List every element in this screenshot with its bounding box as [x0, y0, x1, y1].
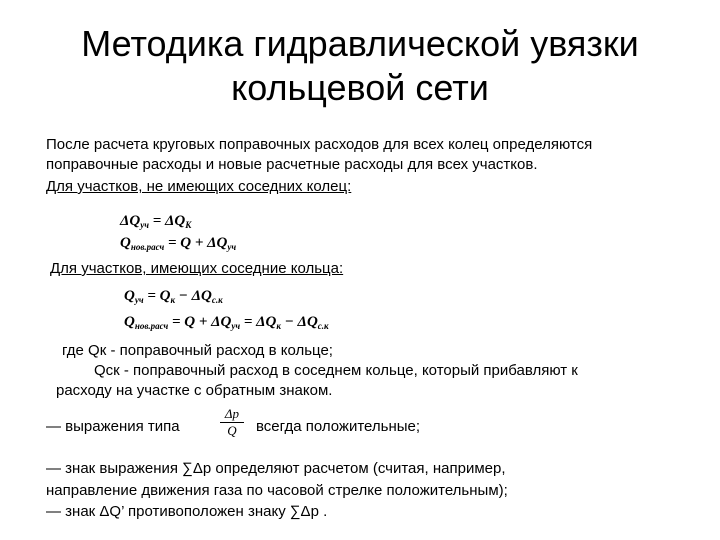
formula-term: = ΔQ — [240, 314, 277, 330]
sign-line-2: направление движения газа по часовой стрелке положительным); — [46, 482, 508, 499]
title-line-1: Методика гидравлической увязки — [81, 23, 639, 64]
qsk-line-2: расходу на участке с обратным знаком. — [56, 382, 333, 399]
formula-term: Q — [124, 288, 135, 304]
fraction-numerator: Δp — [224, 406, 240, 421]
formula-term: Q — [124, 314, 135, 330]
formula-term: = Q + ΔQ — [168, 314, 232, 330]
formula-q-new-neighbor — [124, 313, 329, 335]
delta-p-over-q-fraction — [218, 407, 246, 438]
formula-sub: к — [276, 321, 281, 331]
formula-sub: уч — [231, 321, 241, 331]
formula-term: Q — [120, 235, 131, 251]
no-neighbor-heading: Для участков, не имеющих соседних колец: — [46, 178, 352, 195]
formula-q-uch — [124, 287, 223, 309]
formula-term: = ΔQ — [148, 213, 186, 229]
intro-line-2: поправочные расходы и новые расчетные расходы для всех участков. — [46, 156, 538, 173]
sign-line-1: — знак выражения ∑Δp определяют расчетом (считая, например, — [46, 460, 506, 477]
formula-sub: уч — [134, 295, 144, 305]
formula-delta-q-uch — [120, 212, 191, 234]
page-title — [0, 22, 720, 110]
qsk-line: Qск - поправочный расход в соседнем кольце, который прибавляют к — [94, 362, 578, 379]
formula-sub: нов.расч — [130, 242, 165, 252]
formula-q-new — [120, 234, 236, 256]
expression-type-prefix: — выражения типа — [46, 418, 180, 435]
expression-type-suffix: всегда положительные; — [256, 418, 421, 435]
formula-sub: уч — [227, 242, 237, 252]
formula-sub: к — [170, 295, 176, 305]
formula-term: − ΔQ — [175, 288, 212, 304]
neighbor-heading: Для участков, имеющих соседние кольца: — [50, 260, 344, 277]
formula-sub: с.к — [317, 321, 329, 331]
formula-term: − ΔQ — [280, 314, 318, 330]
formula-sub: нов.расч — [134, 321, 169, 331]
formula-term: = Q — [143, 288, 171, 304]
where-qk-line: где Qк - поправочный расход в кольце; — [62, 342, 333, 359]
formula-sub: К — [185, 220, 192, 230]
sign-line-3: — знак ΔQ’ противоположен знаку ∑Δp . — [46, 503, 328, 520]
formula-sub: с.к — [211, 295, 223, 305]
formula-term: ΔQ — [120, 213, 141, 229]
formula-term: = Q + ΔQ — [164, 235, 228, 251]
intro-line-1: После расчета круговых поправочных расходов для всех колец определяются — [46, 136, 593, 153]
fraction-denominator: Q — [227, 423, 237, 438]
formula-sub: уч — [140, 220, 149, 230]
title-line-2: кольцевой сети — [231, 67, 489, 108]
